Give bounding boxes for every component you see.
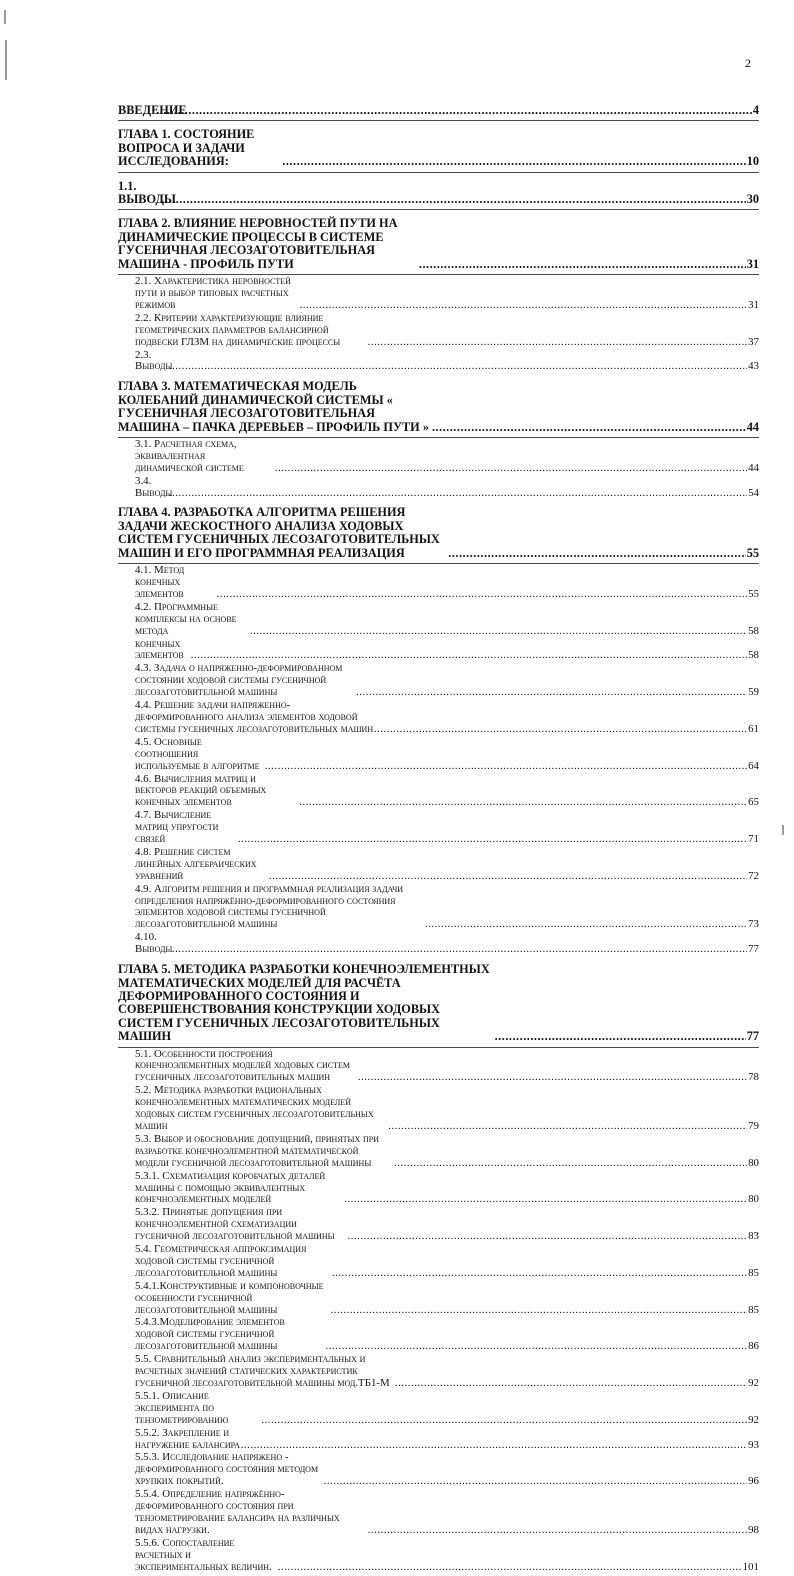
toc-leader-dots [169, 488, 747, 500]
toc-entry-title: 3.1. Расчетная схема, эквивалентная динамической системе [135, 437, 244, 474]
toc-section-entry [118, 1353, 759, 1390]
toc-entry-title: 3.4. Выводы [135, 474, 173, 499]
toc-section-entry [118, 1170, 759, 1207]
toc-section-entry [118, 564, 759, 601]
scan-mark [4, 10, 6, 24]
toc-page-number: 10 [746, 154, 759, 169]
toc-page-number: 43 [748, 360, 759, 373]
toc-page-number: 86 [748, 1340, 759, 1353]
toc-leader-dots [261, 1415, 747, 1427]
toc-page-number: 4 [752, 103, 759, 117]
toc-chapter-entry [118, 217, 759, 275]
toc-entry-title: 5.5.2. Закрепление и нагружение балансира [135, 1426, 240, 1451]
toc-entry-title: ВВЕДЕНИЕ [118, 103, 187, 117]
toc-leader-dots [265, 761, 747, 773]
toc-entry-title: конечных элементов [135, 637, 184, 662]
toc-entry-title: 5.5.3. Исследование напряжено - деформированного состояния методом хрупких покрытий. [135, 1451, 319, 1488]
toc-entry-title: ГЛАВА 4. РАЗРАБОТКА АЛГОРИТМА РЕШЕНИЯ ЗАДАЧИ ЖЕСКОСТНОГО АНАЛИЗА ХОДОВЫХ СИСТЕМ ГУСЕНИЧНЫХ ЛЕСОЗАГОТОВИТЕЛЬНЫХ МАШИН И ЕГО ПРОГРАММНАЯ РЕАЛИЗАЦИЯ [118, 505, 440, 560]
toc-entry-title: 2.3. Выводы [135, 348, 173, 373]
toc-page-number: 85 [748, 1303, 759, 1316]
toc-entry-title: ГЛАВА 3. МАТЕМАТИЧЕСКАЯ МОДЕЛЬ КОЛЕБАНИЙ ДИНАМИЧЕСКОЙ СИСТЕМЫ « ГУСЕНИЧНАЯ ЛЕСОЗАГОТОВИТЕЛЬНАЯ МАШИНА – ПАЧКА ДЕРЕВЬЕВ – ПРОФИЛЬ ПУТИ » . [118, 379, 436, 434]
toc-leader-dots [169, 361, 747, 373]
toc-section-entry [118, 1537, 759, 1574]
toc-page-number: 80 [748, 1156, 759, 1169]
toc-page-number: 77 [746, 1029, 759, 1044]
toc-entry-title: 1.1. ВЫВОДЫ [118, 178, 176, 207]
toc-section-entry [118, 638, 759, 663]
toc-leader-dots [388, 1121, 747, 1133]
toc-leader-dots [324, 1476, 748, 1488]
toc-section-entry [118, 1084, 759, 1133]
toc-page-number: 92 [748, 1413, 759, 1426]
table-of-contents [118, 104, 759, 1576]
toc-entry-title: 4.3. Задача о напряженно-деформированном состоянии ходовой системы гусеничной лесозаготовительной машины [135, 662, 343, 699]
toc-section-entry [118, 1133, 759, 1170]
toc-entry-title: 5.4. Геометрическая аппроксимация ходовой системы гусеничной лесозаготовительной машины [135, 1243, 307, 1279]
toc-leader-dots [425, 919, 747, 931]
scan-mark [782, 825, 784, 835]
toc-section-entry [118, 736, 759, 773]
toc-leader-dots [326, 1341, 748, 1353]
toc-leader-dots [395, 1378, 747, 1390]
toc-leader-dots [332, 1268, 747, 1280]
toc-entry-title: 5.4.3.Моделирование элементов ходовой системы гусеничной лесозаготовительной машины [135, 1316, 285, 1353]
toc-section-entry [118, 699, 759, 736]
toc-entry-title: ГЛАВА 1. СОСТОЯНИЕ ВОПРОСА И ЗАДАЧИ ИССЛЕДОВАНИЯ: [118, 127, 255, 169]
toc-entry-title: 4.10. Выводы [135, 931, 173, 956]
toc-entry-title: 2.2. Критерии характеризующие влияние геометрических параметров балансирной подвески ГЛЗМ на динамические процессы [135, 311, 341, 348]
toc-leader-dots [419, 258, 746, 271]
toc-page-number: 78 [748, 1071, 759, 1084]
toc-leader-dots [495, 1030, 746, 1043]
toc-page-number: 59 [748, 686, 759, 699]
toc-page-number: 77 [748, 943, 759, 956]
toc-chapter-entry [118, 128, 759, 172]
toc-leader-dots [300, 300, 748, 312]
toc-leader-dots [156, 104, 752, 117]
toc-entry-title: 5.3.2. Принятые допущения при конечноэлементной схематизации гусеничной лесозаготовительной машины [135, 1206, 335, 1243]
toc-section-entry [118, 1390, 759, 1427]
toc-entry-title: 4.2. Программные комплексы на основе метода [135, 600, 237, 637]
toc-chapter-entry [118, 380, 759, 438]
toc-entry-title: 2.1. Характеристика неровностей пути и выбор типовых расчетных режимов [135, 275, 291, 311]
toc-leader-dots [356, 687, 747, 699]
toc-section-entry [118, 349, 759, 374]
toc-entry-title: 5.5.4. Определение напряжённо-деформированного состояния при тензометрирование балансира на различных видах нагрузки. [135, 1488, 340, 1536]
toc-chapter-entry [118, 963, 759, 1047]
toc-page-number: 79 [748, 1119, 759, 1132]
toc-entry-title: ГЛАВА 2. ВЛИЯНИЕ НЕРОВНОСТЕЙ ПУТИ НА ДИНАМИЧЕСКИЕ ПРОЦЕССЫ В СИСТЕМЕ ГУСЕНИЧНАЯ ЛЕСОЗАГОТОВИТЕЛЬНАЯ МАШИНА - ПРОФИЛЬ ПУТИ [118, 216, 398, 271]
toc-section-entry [118, 1427, 759, 1452]
toc-page-number: 80 [748, 1193, 759, 1206]
toc-entry-title: 5.5.1. Описание эксперимента по тензометрированию [135, 1389, 229, 1426]
toc-page-number: 71 [748, 833, 759, 846]
toc-page-number: 55 [748, 587, 759, 600]
toc-entry-title: ГЛАВА 5. МЕТОДИКА РАЗРАБОТКИ КОНЕЧНОЭЛЕМЕНТНЫХ МАТЕМАТИЧЕСКИХ МОДЕЛЕЙ ДЛЯ РАСЧЁТА ДЕФОРМИРОВАННОГО СОСТОЯНИЯ И СОВЕРШЕНСТВОВАНИЯ КОНСТРУКЦИИ ХОДОВЫХ СИСТЕМ ГУСЕНИЧНЫХ ЛЕСОЗАГОТОВИТЕЛЬНЫХ МАШИН [118, 962, 490, 1044]
toc-section-entry [118, 662, 759, 699]
toc-leader-dots [191, 650, 747, 662]
toc-leader-dots [448, 547, 745, 560]
toc-page-number: 31 [746, 256, 759, 271]
page-number: 2 [745, 56, 751, 70]
toc-section-entry [118, 275, 759, 312]
toc-page-number: 72 [748, 869, 759, 882]
toc-section-entry [118, 475, 759, 500]
toc-entry-title: 4.8. Решение систем линейных алгебраических уравнений [135, 845, 257, 882]
toc-page-number: 44 [748, 461, 759, 474]
toc-section-entry [118, 1206, 759, 1243]
toc-page-number: 65 [748, 796, 759, 809]
toc-leader-dots [330, 1305, 747, 1317]
toc-section-entry [118, 809, 759, 846]
toc-leader-dots [299, 797, 747, 809]
toc-leader-dots [238, 834, 747, 846]
toc-page-number: 98 [748, 1523, 759, 1536]
toc-leader-dots [358, 1072, 747, 1084]
toc-page-number: 93 [748, 1438, 759, 1451]
toc-page-number: 64 [748, 759, 759, 772]
toc-leader-dots [368, 1525, 747, 1537]
toc-page-number: 30 [746, 192, 759, 207]
toc-entry-title: 5.3.1. Схематизация коробчатых деталей машины с помощью эквивалентных конечноэлементных моделей [135, 1169, 326, 1206]
toc-leader-dots [217, 589, 747, 601]
toc-page-number: 44 [746, 419, 759, 434]
toc-entry-title: 5.2. Методика разработки рациональных конечноэлементных математических моделей ходовых систем гусеничных лесозаготовительных машин [135, 1084, 374, 1132]
toc-leader-dots [269, 871, 747, 883]
toc-entry-title: 4.4. Решение задачи напряженно-деформированного анализа элементов ходовой системы гусеничных лесозаготовительных машин [135, 699, 374, 735]
toc-section-entry [118, 1243, 759, 1280]
toc-leader-dots [172, 944, 747, 956]
toc-chapter-entry [118, 180, 759, 211]
toc-page-number: 61 [748, 722, 759, 735]
toc-leader-dots [368, 337, 748, 349]
toc-section-entry [118, 883, 759, 932]
toc-section-entry [118, 931, 759, 956]
toc-entry-title: 5.5.6. Сопоставление расчетных и экспериментальных величин. [135, 1536, 272, 1573]
toc-leader-dots [250, 626, 747, 638]
toc-entry-title: 5.4.1.Конструктивные и компоновочные особенности гусеничной лесозаготовительной машины [135, 1279, 324, 1316]
toc-leader-dots [282, 155, 745, 168]
toc-page-number: 92 [748, 1377, 759, 1389]
toc-section-entry [118, 312, 759, 349]
toc-page-number: 83 [748, 1230, 759, 1243]
toc-leader-dots [344, 1194, 747, 1206]
toc-page-number: 37 [748, 335, 759, 348]
toc-entry-title: 4.1. Метод конечных элементов [135, 564, 185, 600]
toc-leader-dots [278, 1562, 742, 1574]
toc-page-number: 54 [748, 486, 759, 499]
toc-leader-dots [275, 463, 747, 475]
toc-page-number: 58 [748, 624, 759, 637]
scan-mark [5, 40, 7, 80]
toc-section-entry [118, 1048, 759, 1085]
toc-leader-dots [348, 1231, 748, 1243]
toc-page-number: 55 [746, 545, 759, 560]
toc-page-number: 96 [748, 1475, 759, 1488]
toc-section-entry [118, 846, 759, 883]
toc-section-entry [118, 1316, 759, 1353]
toc-leader-dots [374, 724, 747, 736]
toc-page-number: 73 [748, 918, 759, 931]
toc-section-entry [118, 1280, 759, 1317]
toc-entry-title: 4.7. Вычисление матриц упругости связей [135, 809, 219, 846]
toc-chapter-entry [118, 104, 759, 121]
toc-entry-title: 4.5. Основные соотношения используемые в алгоритме [135, 735, 260, 772]
toc-leader-dots [161, 193, 745, 206]
toc-section-entry [118, 601, 759, 638]
toc-entry-title: 4.9. Алгоритм решения и программная реализация задачи определения напряжённо-деформированного состояния элементов ходовой системы гусеничной лесозаготовительной машины [135, 882, 404, 931]
toc-section-entry [118, 1451, 759, 1488]
toc-leader-dots [394, 1158, 747, 1170]
toc-entry-title: 5.3. Выбор и обоснование допущений, принятых при разработке конечноэлементной математической модели гусеничной лесозаготовительной машины [135, 1132, 380, 1169]
toc-page-number: 31 [748, 298, 759, 311]
toc-entry-title: 4.6. Вычисления матриц и векторов реакций объемных конечных элементов [135, 772, 267, 809]
toc-section-entry [118, 773, 759, 810]
toc-chapter-entry [118, 506, 759, 564]
toc-page-number: 85 [748, 1266, 759, 1279]
toc-leader-dots [435, 421, 745, 434]
toc-section-entry [118, 1488, 759, 1537]
toc-entry-title: 5.5. Сравнительный анализ экспериментальных и расчетных значений статических характеристик гусеничной лесозаготовительной машины мод.ТБ1-М [135, 1353, 390, 1389]
toc-page-number: 101 [742, 1560, 759, 1573]
toc-entry-title: 5.1. Особенности построения конечноэлементных моделей ходовых систем гусеничных лесозаготовительных машин [135, 1047, 351, 1084]
toc-leader-dots [241, 1440, 747, 1452]
toc-page-number: 58 [748, 649, 759, 662]
toc-section-entry [118, 438, 759, 475]
